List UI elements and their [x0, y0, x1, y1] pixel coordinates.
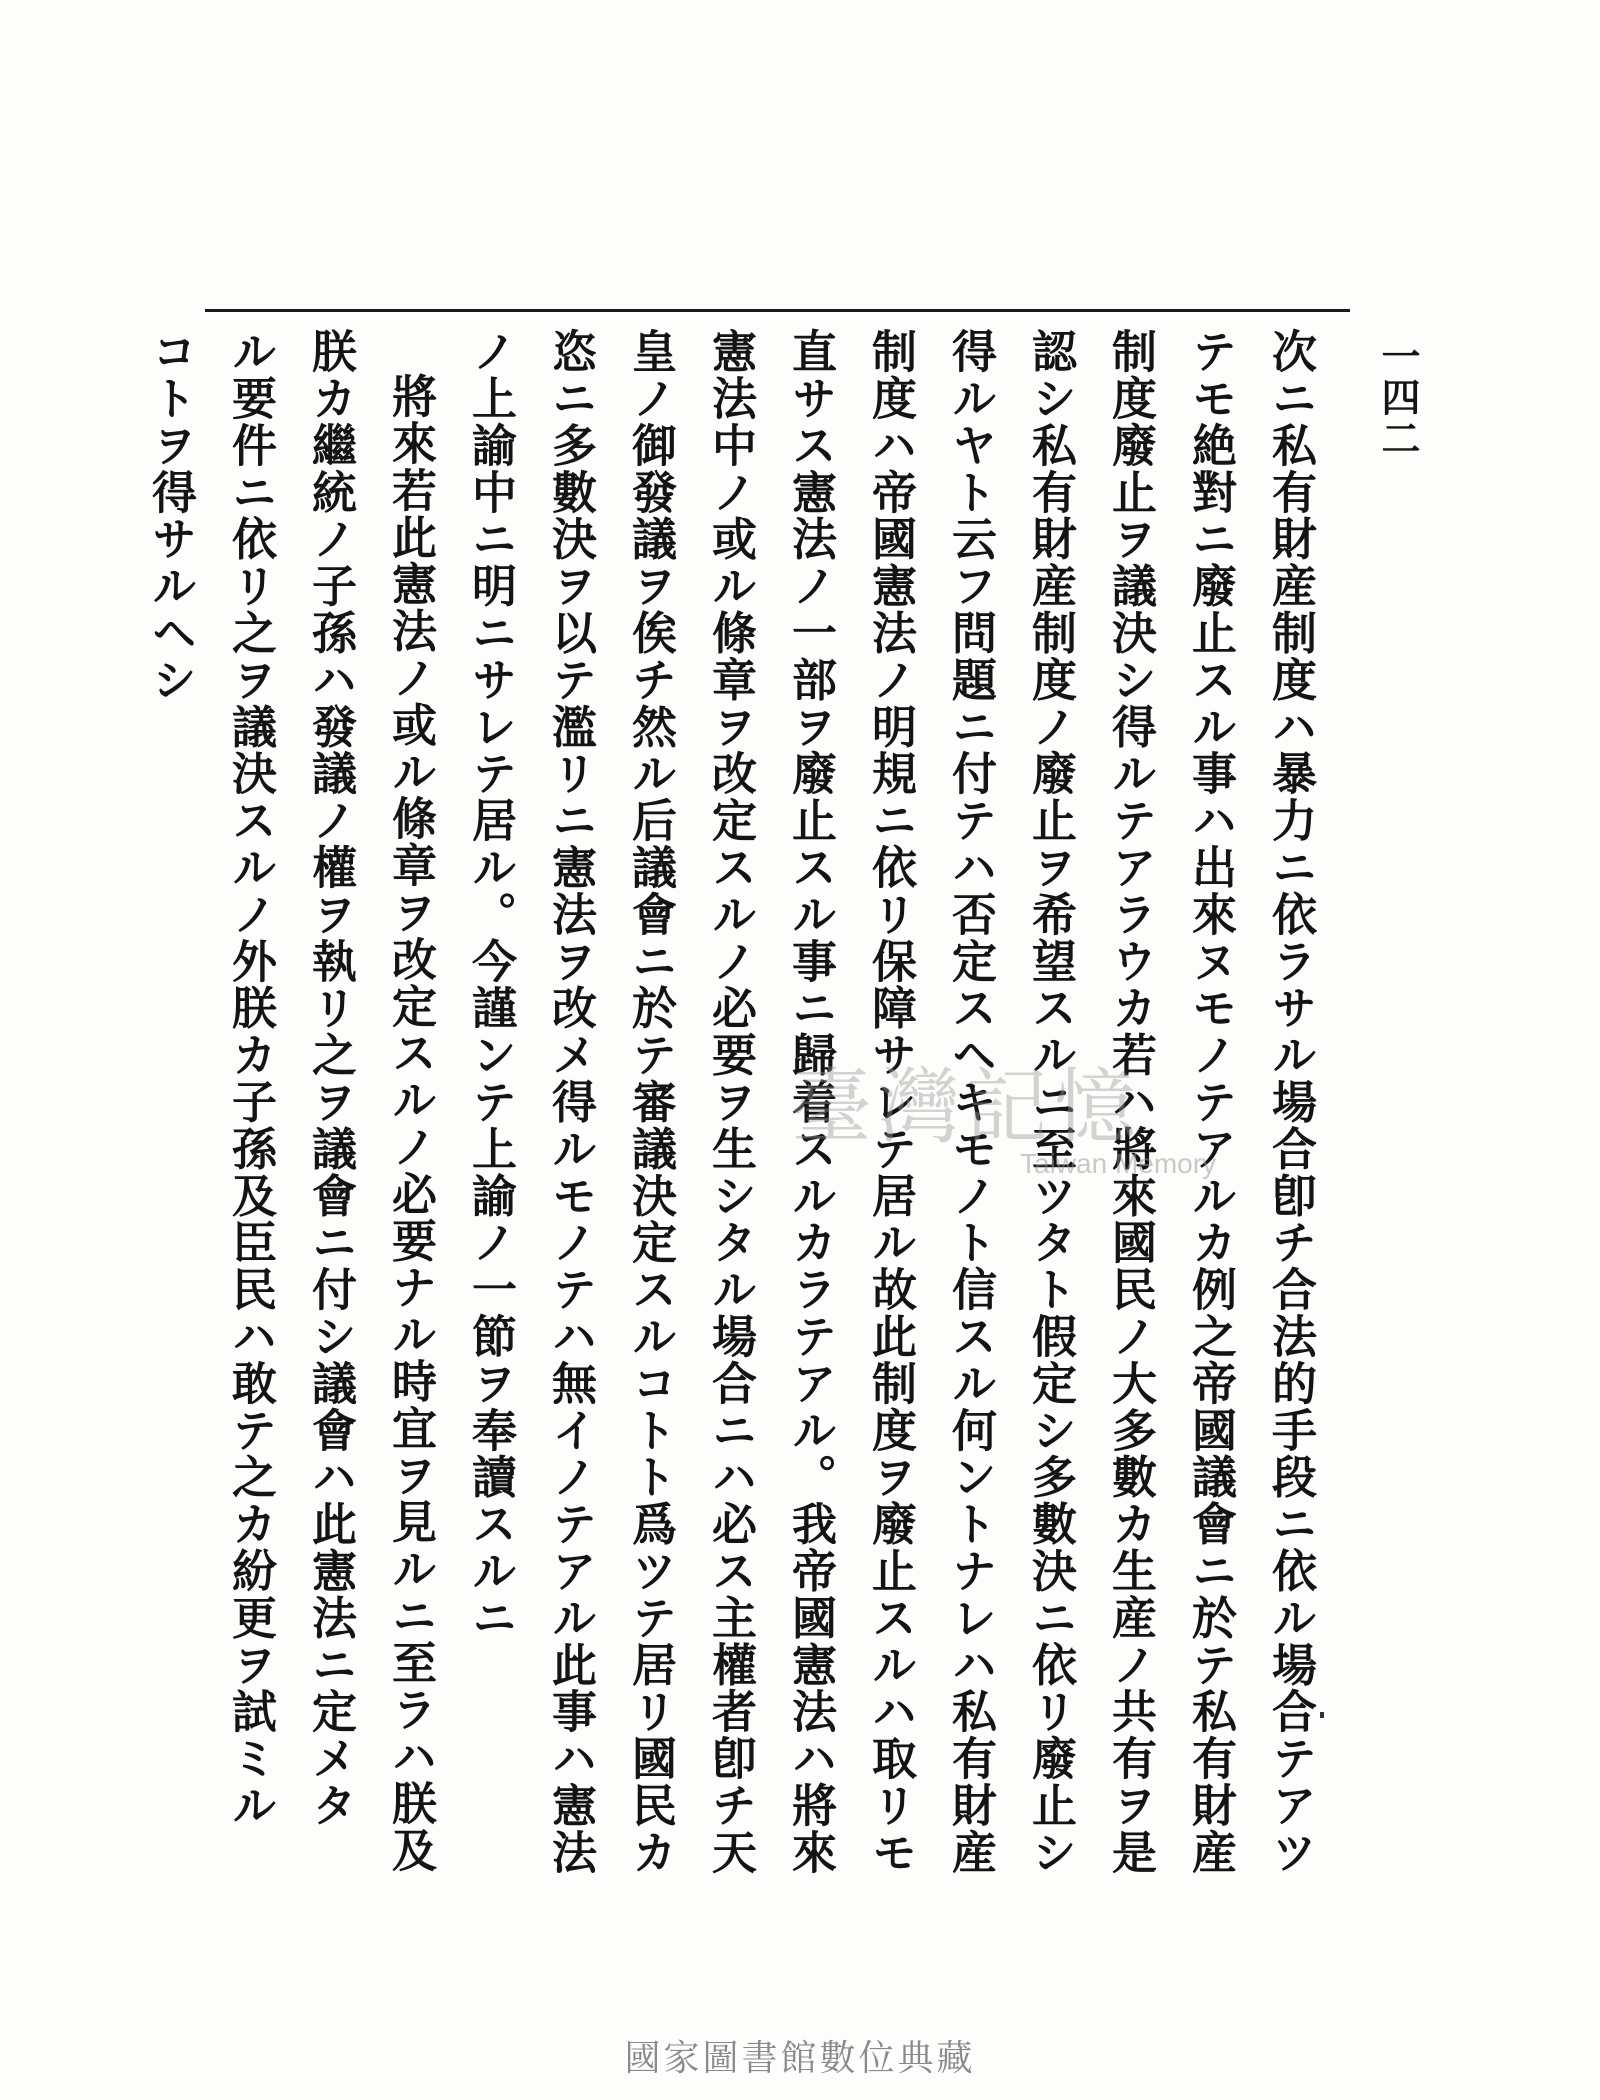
watermark-chinese: 臺灣記憶 [790, 1060, 1143, 1155]
quoted-text-line: コトヲ得サルヘシ [144, 328, 197, 704]
top-rule-line [205, 309, 1350, 312]
quoted-text-line: 朕カ繼統ノ子孫ハ發議ノ權ヲ執リ之ヲ議會ニ付シ議會ハ此憲法ニ定メタ [304, 328, 357, 1829]
print-speck [1320, 1712, 1324, 1718]
watermark-english: Taiwan Memory [1020, 1148, 1217, 1179]
text-line: テモ絶對ニ廢止スル事ハ出來ヌモノテアルカ例之帝國議會ニ於テ私有財産 [1184, 328, 1237, 1876]
text-line: 恣ニ多數決ヲ以テ濫リニ憲法ヲ改メ得ルモノテハ無イノテアル此事ハ憲法 [544, 328, 597, 1876]
quoted-text-line: ル要件ニ依リ之ヲ議決スルノ外朕カ子孫及臣民ハ敢テ之カ紛更ヲ試ミル [224, 328, 277, 1829]
text-line: 得ルヤト云フ問題ニ付テハ否定スヘキモノト信スル何ントナレハ私有財産 [944, 328, 997, 1876]
body-text [144, 328, 1330, 1876]
page-number: 一四二 [1375, 336, 1421, 459]
quoted-text-line: 將來若此憲法ノ或ル條章ヲ改定スルノ必要ナル時宜ヲ見ルニ至ラハ朕及 [384, 373, 437, 1874]
text-line: 認シ私有財産制度ノ廢止ヲ希望スルニ至ツタト假定シ多數決ニ依リ廢止シ [1024, 328, 1077, 1876]
footer-source-label: 國家圖書館數位典藏 [624, 2038, 976, 2079]
text-line: 直サス憲法ノ一部ヲ廢止スル事ニ歸着スルカラテアル。我帝國憲法ハ將來 [784, 328, 837, 1876]
text-line: 皇ノ御發議ヲ俟チ然ル后議會ニ於テ審議決定スルコトト爲ツテ居リ國民カ [624, 328, 677, 1876]
text-line: 次ニ私有財産制度ハ暴力ニ依ラサル場合卽チ合法的手段ニ依ル場合テアツ [1264, 328, 1317, 1876]
text-line: ノ上諭中ニ明ニサレテ居ル。今謹ンテ上諭ノ一節ヲ奉讀スルニ [464, 328, 517, 1642]
text-line: 憲法中ノ或ル條章ヲ改定スルノ必要ヲ生シタル場合ニハ必ス主權者卽チ天 [704, 328, 757, 1876]
text-line: 制度ハ帝國憲法ノ明規ニ依リ保障サレテ居ル故此制度ヲ廢止スルハ取リモ [864, 328, 917, 1876]
text-line: 制度廢止ヲ議決シ得ルテアラウカ若ハ將來國民ノ大多數カ生産ノ共有ヲ是 [1104, 328, 1157, 1876]
